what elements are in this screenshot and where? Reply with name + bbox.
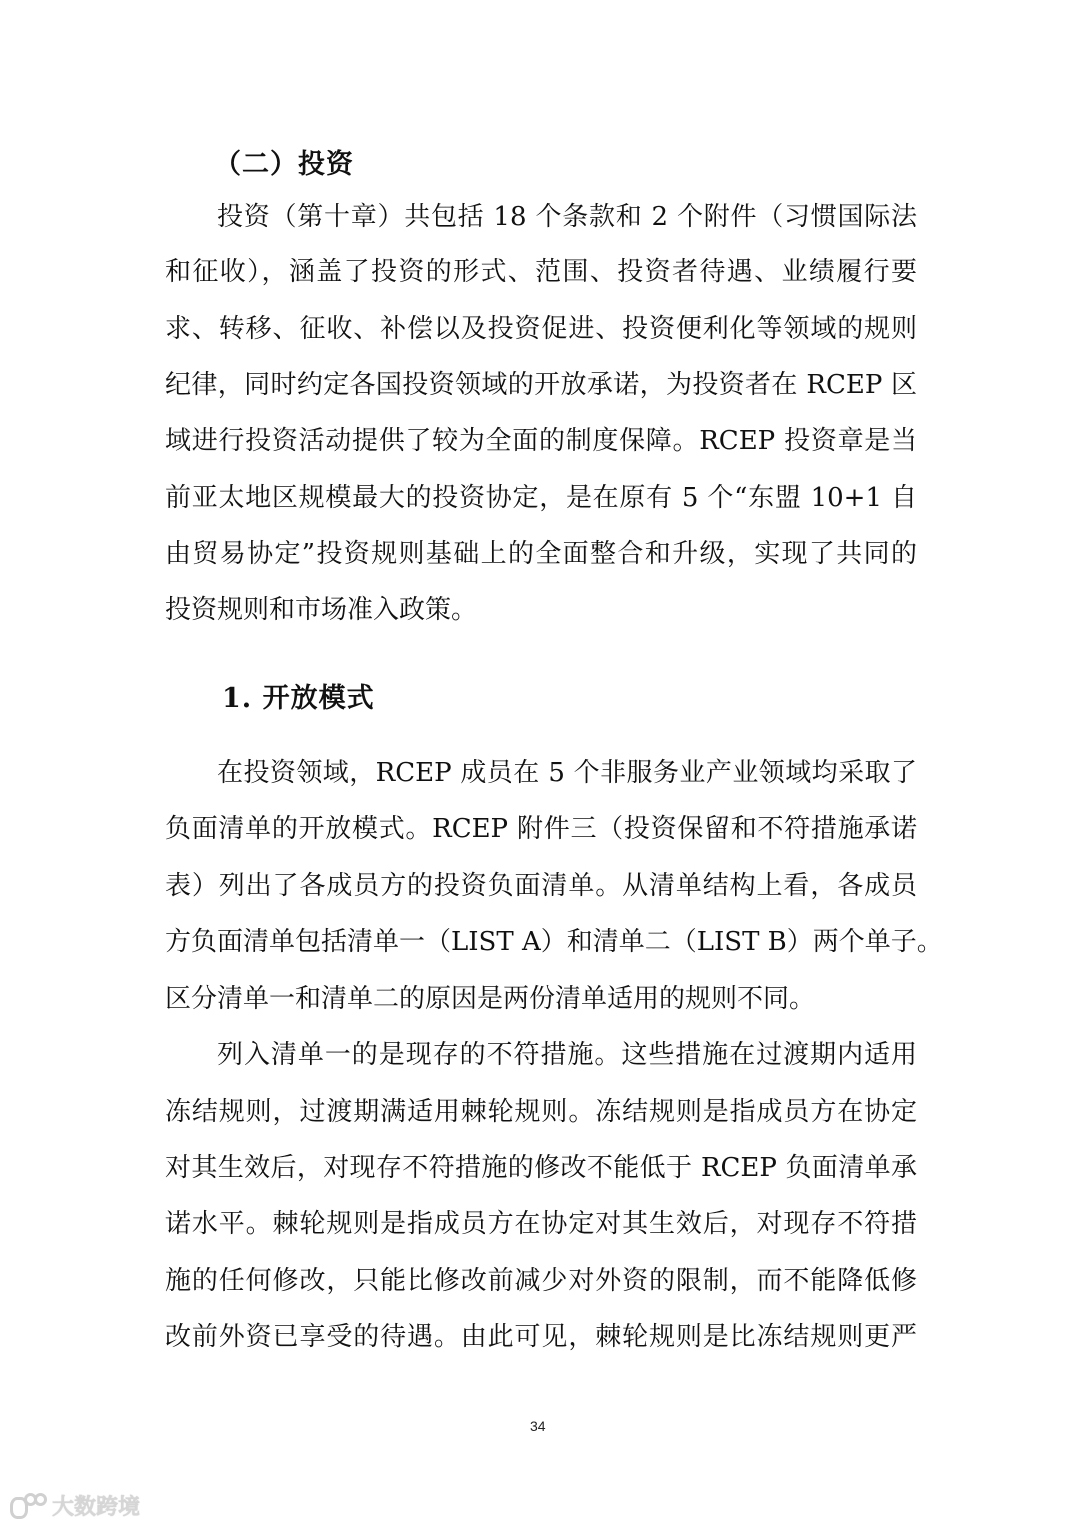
- paragraph3-line: 冻结规则，过渡期满适用棘轮规则。冻结规则是指成员方在协定: [165, 1097, 917, 1127]
- paragraph1-line: 纪律，同时约定各国投资领域的开放承诺，为投资者在 RCEP 区: [165, 370, 917, 400]
- paragraph1-line: 和征收），涵盖了投资的形式、范围、投资者待遇、业绩履行要: [165, 257, 917, 287]
- watermark-logo-icon: [10, 1493, 46, 1519]
- section-heading: （二）投资: [214, 149, 354, 180]
- paragraph3-line: 诺水平。棘轮规则是指成员方在协定对其生效后，对现存不符措: [165, 1209, 917, 1239]
- paragraph1-line: 前亚太地区规模最大的投资协定，是在原有 5 个“东盟 10+1 自: [165, 483, 917, 513]
- paragraph1-line: 投资规则和市场准入政策。: [165, 595, 478, 625]
- paragraph1-line: 域进行投资活动提供了较为全面的制度保障。RCEP 投资章是当: [165, 426, 917, 456]
- paragraph2-line: 负面清单的开放模式。RCEP 附件三（投资保留和不符措施承诺: [165, 814, 917, 844]
- paragraph1-line: 求、转移、征收、补偿以及投资促进、投资便利化等领域的规则: [165, 314, 917, 344]
- paragraph3-line: 改前外资已享受的待遇。由此可见，棘轮规则是比冻结规则更严: [165, 1322, 917, 1352]
- paragraph2-line: 方负面清单包括清单一（LIST A）和清单二（LIST B）两个单子。: [165, 927, 943, 957]
- subheading: 1. 开放模式: [222, 683, 375, 714]
- watermark: [10, 1490, 140, 1521]
- paragraph3-line: 对其生效后，对现存不符措施的修改不能低于 RCEP 负面清单承: [165, 1153, 917, 1183]
- paragraph3-line: 施的任何修改，只能比修改前减少对外资的限制，而不能降低修: [165, 1266, 917, 1296]
- page-number: 34: [530, 1418, 546, 1434]
- watermark-text: 大数跨境: [52, 1495, 141, 1520]
- paragraph2-line: 在投资领域，RCEP 成员在 5 个非服务业产业领域均采取了: [217, 758, 917, 788]
- paragraph2-line: 表）列出了各成员方的投资负面清单。从清单结构上看，各成员: [165, 871, 917, 901]
- paragraph2-line: 区分清单一和清单二的原因是两份清单适用的规则不同。: [165, 984, 816, 1014]
- paragraph3-line: 列入清单一的是现存的不符措施。这些措施在过渡期内适用: [217, 1040, 917, 1070]
- paragraph1-line: 投资（第十章）共包括 18 个条款和 2 个附件（习惯国际法: [217, 202, 917, 232]
- paragraph1-line: 由贸易协定”投资规则基础上的全面整合和升级，实现了共同的: [165, 539, 917, 569]
